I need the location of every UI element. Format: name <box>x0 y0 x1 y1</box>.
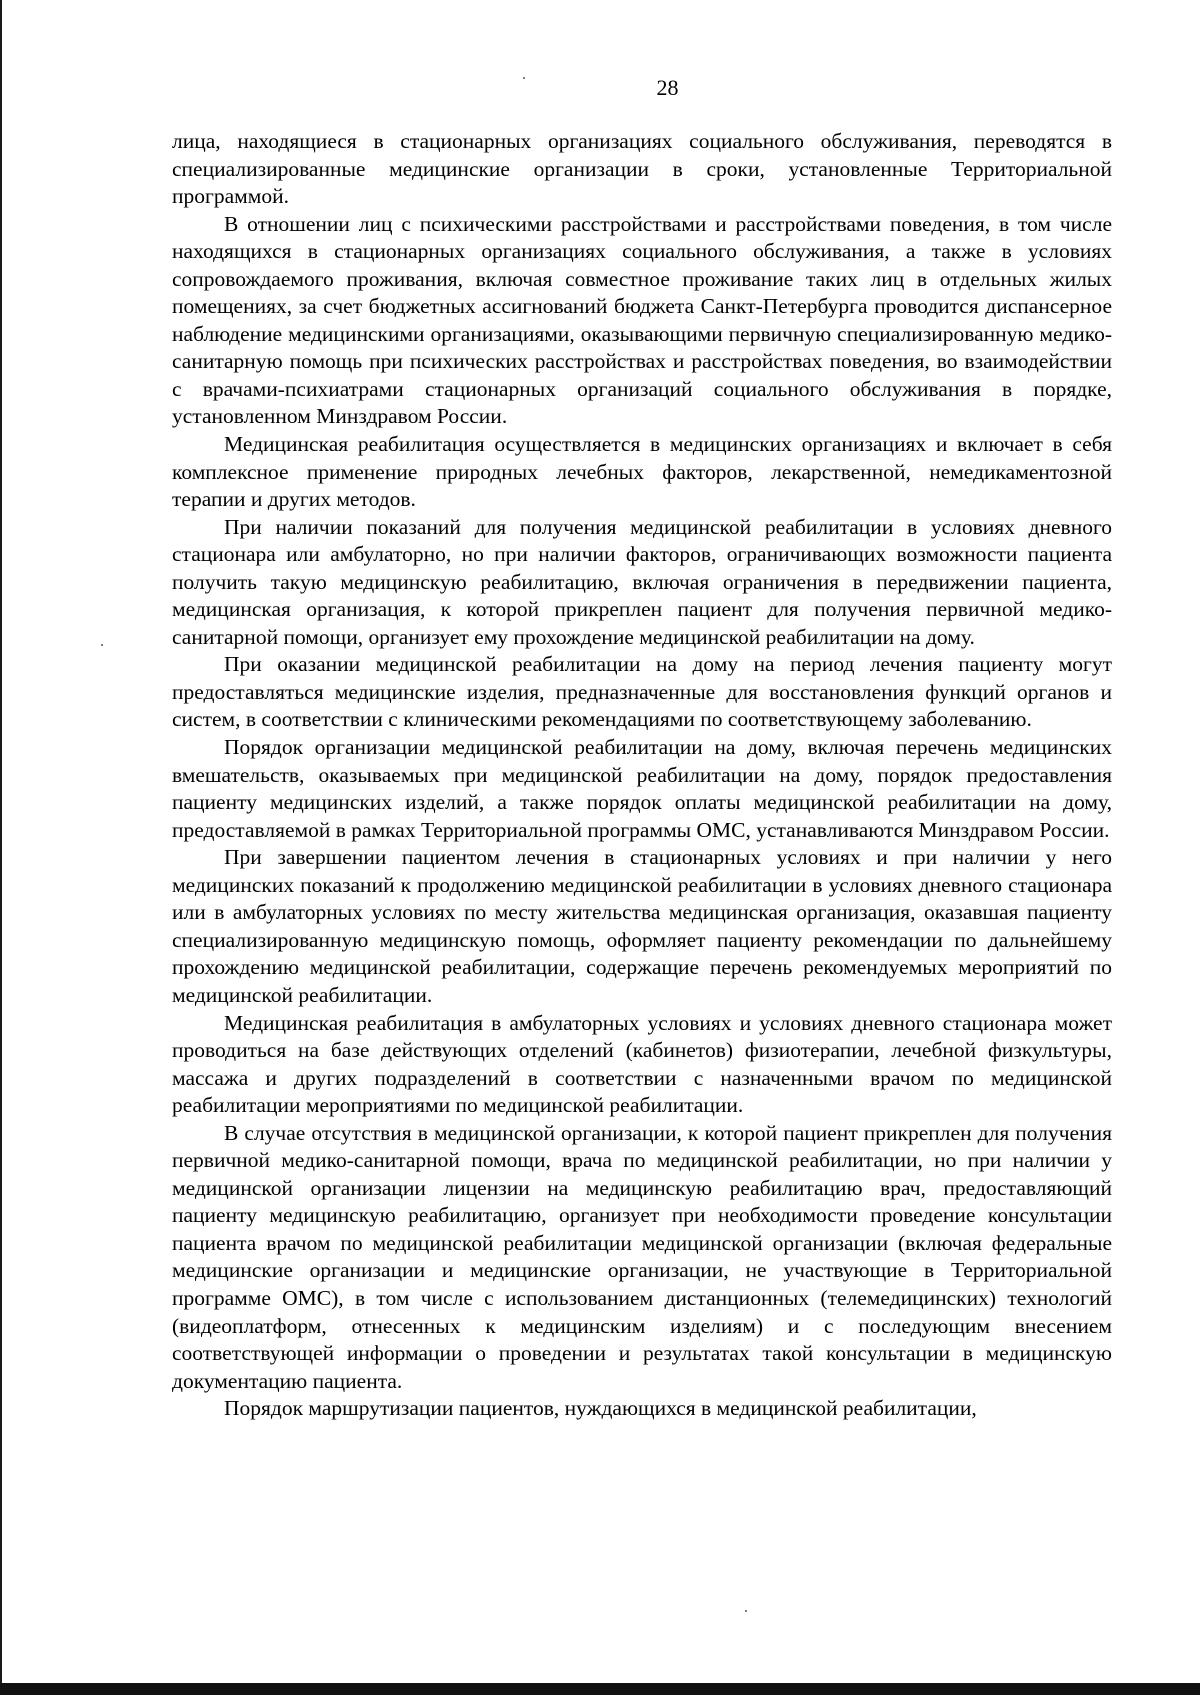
scan-edge-left <box>0 0 2 1695</box>
paragraph: Порядок организации медицинской реабилитации на дому, включая перечень медицинских вмешательств, оказываемых при медицинской реабилитации на дому, порядок предоставления пациенту медицинских изделий, а также порядок оплаты медицинской реабилитации на дому, предоставляемой в рамках Территориальной программы ОМС, устанавливаются Минздравом России. <box>172 735 1112 842</box>
paragraph: При наличии показаний для получения медицинской реабилитации в условиях дневного стационара или амбулаторно, но при наличии факторов, ограничивающих возможности пациента получить такую медицинскую реабилитацию, включая ограничения в передвижении пациента, медицинская организация, к которой прикреплен пациент для получения первичной медико-санитарной помощи, организует ему прохождение медицинской реабилитации на дому. <box>172 514 1112 649</box>
scan-speck <box>745 1610 747 1612</box>
paragraph: лица, находящиеся в стационарных организациях социального обслуживания, переводятся в специализированные медицинские организации в сроки, установленные Территориальной программой. <box>172 129 1112 209</box>
paragraph: При завершении пациентом лечения в стационарных условиях и при наличии у него медицинских показаний к продолжению медицинской реабилитации в условиях дневного стационара или в амбулаторных условиях по месту жительства медицинская организация, оказавшая пациенту специализированную медицинскую помощь, оформляет пациенту рекомендации по дальнейшему прохождению медицинской реабилитации, содержащие перечень рекомендуемых мероприятий по медицинской реабилитации. <box>172 845 1112 1007</box>
paragraph: Медицинская реабилитация в амбулаторных условиях и условиях дневного стационара может проводиться на базе действующих отделений (кабинетов) физиотерапии, лечебной физкультуры, массажа и других подразделений в соответствии с назначенными врачом по медицинской реабилитации мероприятиями по медицинской реабилитации. <box>172 1010 1112 1118</box>
paragraph: В случае отсутствия в медицинской организации, к которой пациент прикреплен для получения первичной медико-санитарной помощи, врача по медицинской реабилитации, но при наличии у медицинской организации лицензии на медицинскую реабилитацию врач, предоставляющий пациенту медицинскую реабилитацию, организует при необходимости проведение консультации пациента врачом по медицинской реабилитации медицинской организации (включая федеральные медицинские организации и медицинские организации, не участвующие в Территориальной программе ОМС), в том числе с использованием дистанционных (телемедицинских) технологий (видеоплатформ, отнесенных к медицинским изделиям) и с последующим внесением соответствующей информации о проведении и результатах такой консультации в медицинскую документацию пациента. <box>172 1120 1112 1393</box>
paragraph: При оказании медицинской реабилитации на дому на период лечения пациенту могут предоставляться медицинские изделия, предназначенные для восстановления функций органов и систем, в соответствии с клиническими рекомендациями по соответствующему заболеванию. <box>172 652 1112 732</box>
scan-speck <box>101 644 103 646</box>
scan-edge-bottom <box>0 1683 1200 1695</box>
paragraph: В отношении лиц с психическими расстройствами и расстройствами поведения, в том числе находящихся в стационарных организациях социального обслуживания, а также в условиях сопровождаемого проживания, включая совместное проживание таких лиц в отдельных жилых помещениях, за счет бюджетных ассигнований бюджета Санкт-Петербурга проводится диспансерное наблюдение медицинскими организациями, оказывающими первичную специализированную медико-санитарную помощь при психических расстройствах и расстройствах поведения, во взаимодействии с врачами-психиатрами стационарных организаций социального обслуживания в порядке, установленном Минздравом России. <box>172 211 1112 429</box>
paragraph: Порядок маршрутизации пациентов, нуждающихся в медицинской реабилитации, <box>224 1396 977 1421</box>
page-number: 28 <box>656 75 679 100</box>
paragraph: Медицинская реабилитация осуществляется в медицинских организациях и включает в себя комплексное применение природных лечебных факторов, лекарственной, немедикаментозной терапии и других методов. <box>172 432 1112 512</box>
body-text <box>172 128 1112 1423</box>
